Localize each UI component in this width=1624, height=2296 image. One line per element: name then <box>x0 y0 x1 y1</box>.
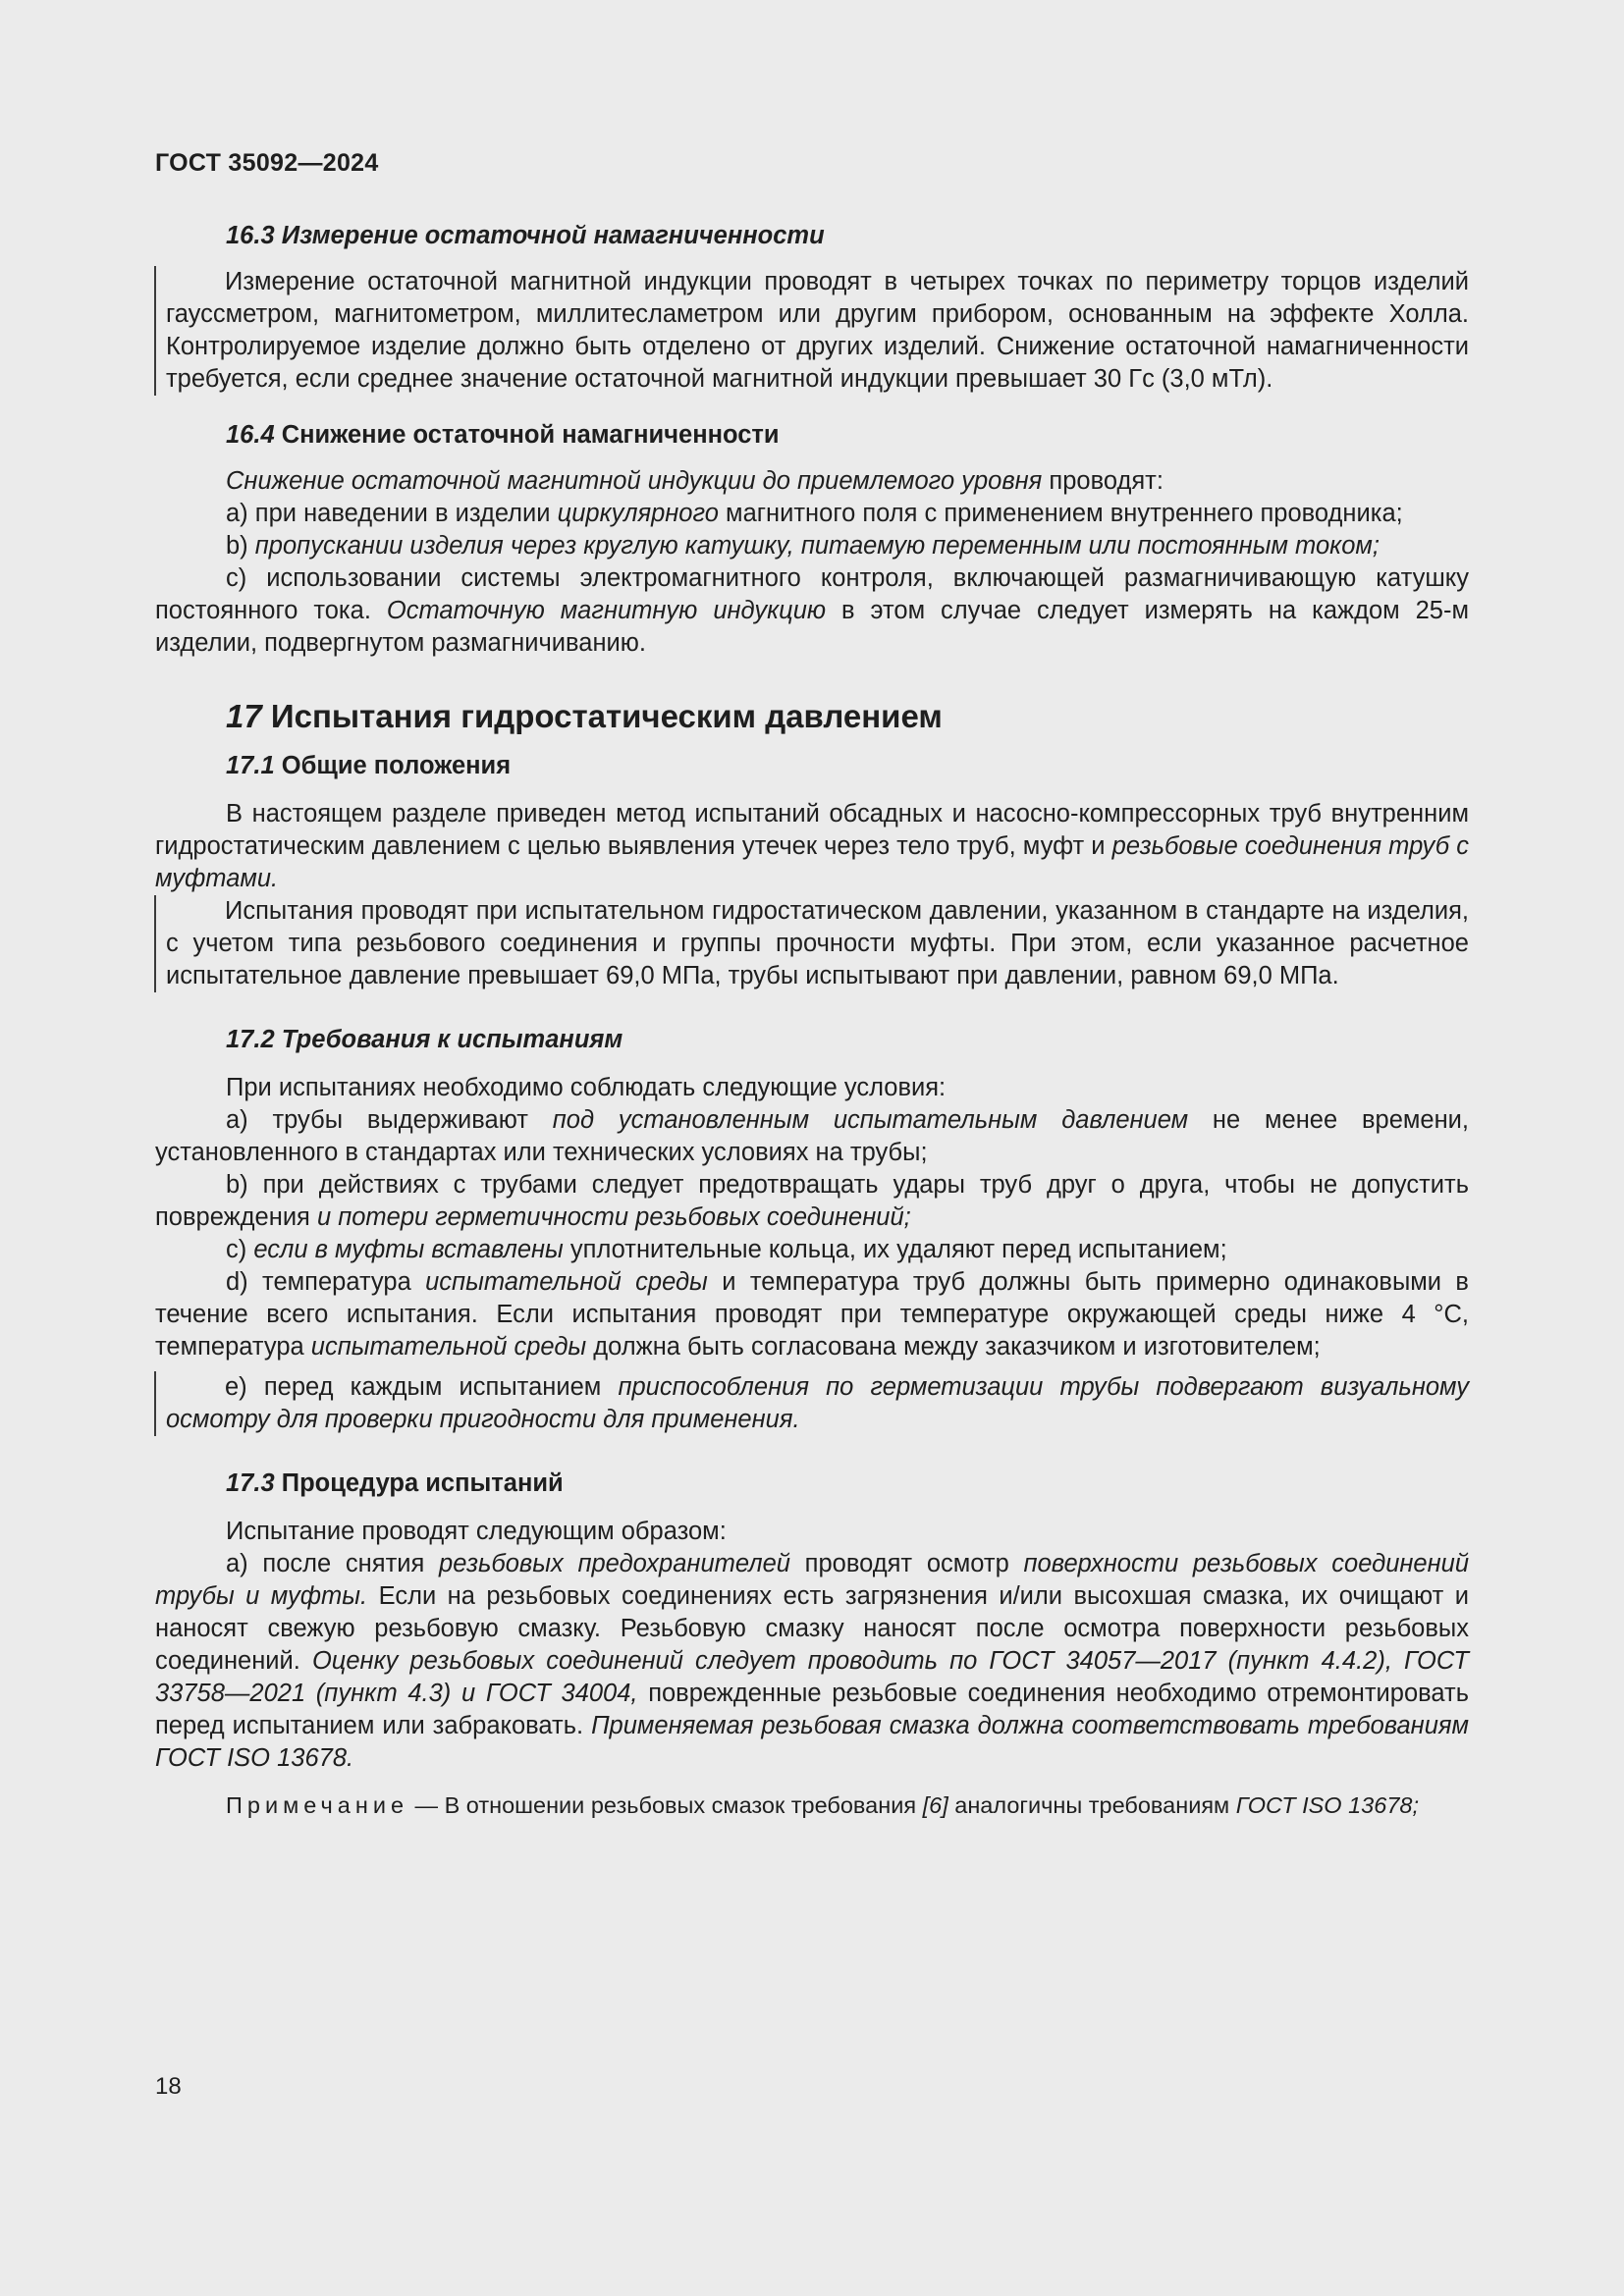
paragraph: При испытаниях необходимо соблюдать следующие условия: <box>226 1074 947 1101</box>
list-item: c) использовании системы электромагнитного контроля, включающей размагничивающую катушку постоянного тока. Остаточную магнитную индукцию в этом случае следует измерять на каждом 25-м изделии, подвергнутом размагничиванию. <box>155 564 1470 657</box>
heading-16-4 <box>226 419 1469 452</box>
list-item: e) перед каждым испытанием приспособления по герметизации трубы подвергают визуальному осмотру для проверки пригодности для применения. <box>166 1373 1469 1433</box>
list-item: d) температура испытательной среды и температура труб должны быть примерно одинаковыми в течение всего испытания. Если испытания проводят при температуре окружающей среды ниже 4 °C, температура испытательной среды должна быть согласована между заказчиком и изготовителем; <box>155 1268 1469 1361</box>
note-label: Примечание <box>226 1792 409 1818</box>
page-number: 18 <box>155 2073 182 2100</box>
list-item: a) после снятия резьбовых предохранителей проводят осмотр поверхности резьбовых соединений трубы и муфты. Если на резьбовых соединениях есть загрязнения и/или высохшая смазка, их очищают и наносят свежую резьбовую смазку. Резьбовую смазку наносят после осмотра поверхности резьбовых соединений. Оценку резьбовых соединений следует проводить по ГОСТ 34057—2017 (пункт 4.4.2), ГОСТ 33758—2021 (пункт 4.3) и ГОСТ 34004, поврежденные резьбовые соединения необходимо отремонтировать перед испытанием или забраковать. Применяемая резьбовая смазка должна соответствовать требованиям ГОСТ ISO 13678. <box>155 1550 1469 1772</box>
list-item: a) при наведении в изделии циркулярного магнитного поля с применением внутреннего проводника; <box>226 500 1403 527</box>
heading-17-2 <box>226 1024 1469 1056</box>
paragraph: Испытания проводят при испытательном гидростатическом давлении, указанном в стандарте на изделия, с учетом типа резьбового соединения и группы прочности муфты. При этом, если указанное расчетное испытательное давление превышает 69,0 МПа, трубы испытывают при давлении, равном 69,0 МПа. <box>166 897 1469 989</box>
section-number: 17.3 <box>226 1469 275 1497</box>
section-number: 17 <box>226 698 262 734</box>
paragraph: Измерение остаточной магнитной индукции проводят в четырех точках по периметру торцов изделий гауссметром, магнитометром, миллитесламетром или другим прибором, основанным на эффекте Холла. Контролируемое изделие должно быть отделено от других изделий. Снижение остаточной намагниченности требуется, если среднее значение остаточной магнитной индукции превышает 30 Гс (3,0 мТл). <box>166 268 1469 393</box>
heading-17-1 <box>226 750 1469 782</box>
section-number: 16.3 <box>226 222 275 249</box>
paragraph: В настоящем разделе приведен метод испытаний обсадных и насосно-компрессорных труб внутренним гидростатическим давлением с целью выявления утечек через тело труб, муфт и резьбовые соединения труб с муфтами. <box>155 800 1470 892</box>
section-title: Испытания гидростатическим давлением <box>270 698 943 734</box>
list-item: b) пропускании изделия через круглую катушку, питаемую переменным или постоянным током; <box>226 532 1380 560</box>
list-item: a) трубы выдерживают под установленным испытательным давлением не менее времени, установленного в стандартах или технических условиях на трубы; <box>155 1106 1469 1166</box>
section-title: Снижение остаточной намагниченности <box>281 421 780 449</box>
section-number: 17.1 <box>226 752 275 779</box>
heading-16-3 <box>226 220 1469 252</box>
change-bar-block <box>154 1371 1469 1436</box>
page-content <box>155 220 1469 1821</box>
paragraph: Испытание проводят следующим образом: <box>226 1518 727 1545</box>
change-bar-block <box>154 895 1469 992</box>
change-bar-block <box>154 266 1469 396</box>
section-title: Процедура испытаний <box>281 1469 564 1497</box>
heading-17 <box>226 697 1469 736</box>
section-number: 16.4 <box>226 421 275 449</box>
document-header: ГОСТ 35092—2024 <box>155 149 379 177</box>
section-title: Измерение остаточной намагниченности <box>281 222 825 249</box>
reference: [6] <box>922 1792 948 1818</box>
section-number: 17.2 <box>226 1026 275 1053</box>
list-item: c) если в муфты вставлены уплотнительные кольца, их удаляют перед испытанием; <box>226 1236 1227 1263</box>
section-title: Требования к испытаниям <box>281 1026 623 1053</box>
note: Примечание — В отношении резьбовых смазок требования [6] аналогичны требованиям ГОСТ ISO 13678; <box>226 1792 1419 1818</box>
section-title: Общие положения <box>281 752 512 779</box>
heading-17-3 <box>226 1468 1469 1500</box>
paragraph: Снижение остаточной магнитной индукции до приемлемого уровня проводят: <box>226 467 1164 495</box>
list-item: b) при действиях с трубами следует предотвращать удары труб друг о друга, чтобы не допустить повреждения и потери герметичности резьбовых соединений; <box>155 1171 1469 1231</box>
